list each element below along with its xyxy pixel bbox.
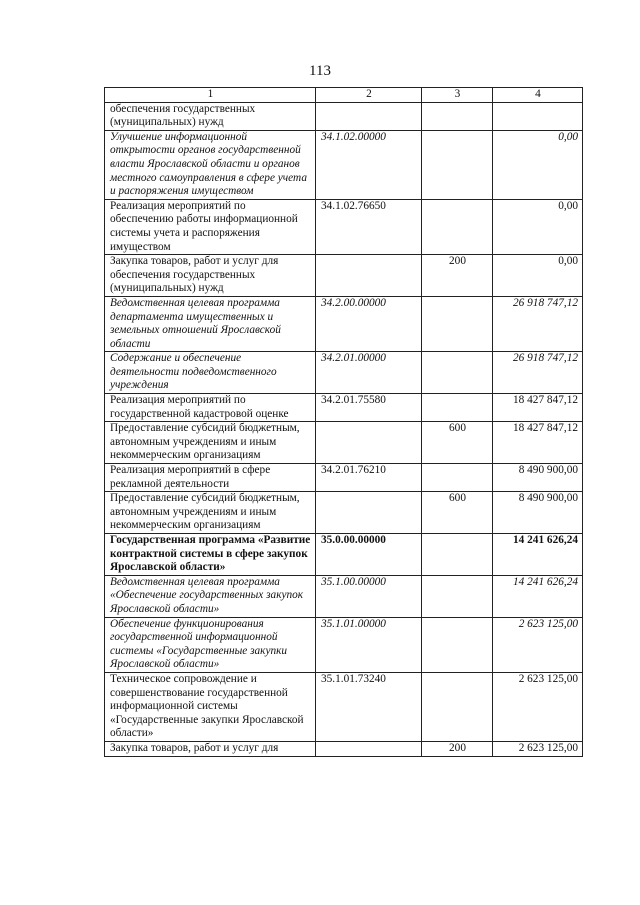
row-expense-type-cell (422, 575, 493, 617)
row-expense-type-cell: 600 (422, 492, 493, 534)
table-row (105, 102, 583, 130)
row-code-cell (316, 255, 422, 297)
row-code-cell: 34.2.01.00000 (316, 352, 422, 394)
row-name-cell: Ведомственная целевая программа департамента имущественных и земельных отношений Ярославской области (105, 296, 316, 351)
row-expense-type-cell: 200 (422, 741, 493, 756)
row-amount-cell: 8 490 900,00 (493, 492, 583, 534)
row-name-cell: Государственная программа «Развитие контрактной системы в сфере закупок Ярославской области» (105, 534, 316, 576)
row-name-cell: Техническое сопровождение и совершенствование государственной информационной системы «Государственные закупки Ярославской области» (105, 672, 316, 741)
column-header-2: 2 (316, 88, 422, 103)
row-expense-type-cell (422, 534, 493, 576)
table-row (105, 296, 583, 351)
table-row (105, 617, 583, 672)
row-name-cell: обеспечения государственных (муниципальных) нужд (105, 102, 316, 130)
row-expense-type-cell (422, 199, 493, 254)
row-expense-type-cell (422, 102, 493, 130)
row-expense-type-cell (422, 130, 493, 199)
budget-table (104, 87, 583, 757)
row-amount-cell: 2 623 125,00 (493, 741, 583, 756)
row-code-cell (316, 422, 422, 464)
row-amount-cell: 26 918 747,12 (493, 352, 583, 394)
row-code-cell (316, 102, 422, 130)
row-expense-type-cell (422, 352, 493, 394)
table-header-row (105, 88, 583, 103)
row-amount-cell (493, 102, 583, 130)
table-row (105, 464, 583, 492)
page-number: 113 (309, 63, 331, 79)
row-code-cell: 35.0.00.00000 (316, 534, 422, 576)
row-expense-type-cell: 200 (422, 255, 493, 297)
row-code-cell: 34.2.00.00000 (316, 296, 422, 351)
row-name-cell: Обеспечение функционирования государственной информационной системы «Государственные закупки Ярославской области» (105, 617, 316, 672)
row-amount-cell: 0,00 (493, 255, 583, 297)
table-row (105, 741, 583, 756)
row-amount-cell: 0,00 (493, 130, 583, 199)
row-name-cell: Закупка товаров, работ и услуг для (105, 741, 316, 756)
row-name-cell: Ведомственная целевая программа «Обеспечение государственных закупок Ярославской области» (105, 575, 316, 617)
row-amount-cell: 8 490 900,00 (493, 464, 583, 492)
column-header-1: 1 (105, 88, 316, 103)
row-name-cell: Реализация мероприятий по обеспечению работы информационной системы учета и распоряжения имуществом (105, 199, 316, 254)
row-expense-type-cell (422, 617, 493, 672)
row-name-cell: Предоставление субсидий бюджетным, автономным учреждениям и иным некоммерческим организациям (105, 422, 316, 464)
row-amount-cell: 18 427 847,12 (493, 422, 583, 464)
table-row (105, 575, 583, 617)
row-code-cell: 34.2.01.76210 (316, 464, 422, 492)
table-row (105, 422, 583, 464)
table-row (105, 255, 583, 297)
row-code-cell: 34.1.02.76650 (316, 199, 422, 254)
row-name-cell: Реализация мероприятий по государственной кадастровой оценке (105, 394, 316, 422)
row-amount-cell: 2 623 125,00 (493, 672, 583, 741)
row-amount-cell: 0,00 (493, 199, 583, 254)
column-header-3: 3 (422, 88, 493, 103)
row-code-cell (316, 492, 422, 534)
table-row (105, 199, 583, 254)
row-code-cell: 35.1.00.00000 (316, 575, 422, 617)
row-name-cell: Предоставление субсидий бюджетным, автономным учреждениям и иным некоммерческим организациям (105, 492, 316, 534)
row-code-cell: 35.1.01.00000 (316, 617, 422, 672)
column-header-4: 4 (493, 88, 583, 103)
row-expense-type-cell: 600 (422, 422, 493, 464)
row-code-cell (316, 741, 422, 756)
table-row (105, 492, 583, 534)
row-name-cell: Реализация мероприятий в сфере рекламной деятельности (105, 464, 316, 492)
row-name-cell: Закупка товаров, работ и услуг для обеспечения государственных (муниципальных) нужд (105, 255, 316, 297)
row-expense-type-cell (422, 464, 493, 492)
row-expense-type-cell (422, 394, 493, 422)
row-amount-cell: 2 623 125,00 (493, 617, 583, 672)
row-code-cell: 35.1.01.73240 (316, 672, 422, 741)
row-amount-cell: 26 918 747,12 (493, 296, 583, 351)
row-amount-cell: 18 427 847,12 (493, 394, 583, 422)
row-expense-type-cell (422, 672, 493, 741)
row-amount-cell: 14 241 626,24 (493, 534, 583, 576)
row-amount-cell: 14 241 626,24 (493, 575, 583, 617)
row-name-cell: Улучшение информационной открытости органов государственной власти Ярославской области и органов местного самоуправления в сфере учета и распоряжения имуществом (105, 130, 316, 199)
table-row (105, 534, 583, 576)
table-row (105, 352, 583, 394)
table-body (105, 102, 583, 756)
table-row (105, 130, 583, 199)
table-row (105, 394, 583, 422)
row-expense-type-cell (422, 296, 493, 351)
table-row (105, 672, 583, 741)
row-name-cell: Содержание и обеспечение деятельности подведомственного учреждения (105, 352, 316, 394)
row-code-cell: 34.2.01.75580 (316, 394, 422, 422)
row-code-cell: 34.1.02.00000 (316, 130, 422, 199)
